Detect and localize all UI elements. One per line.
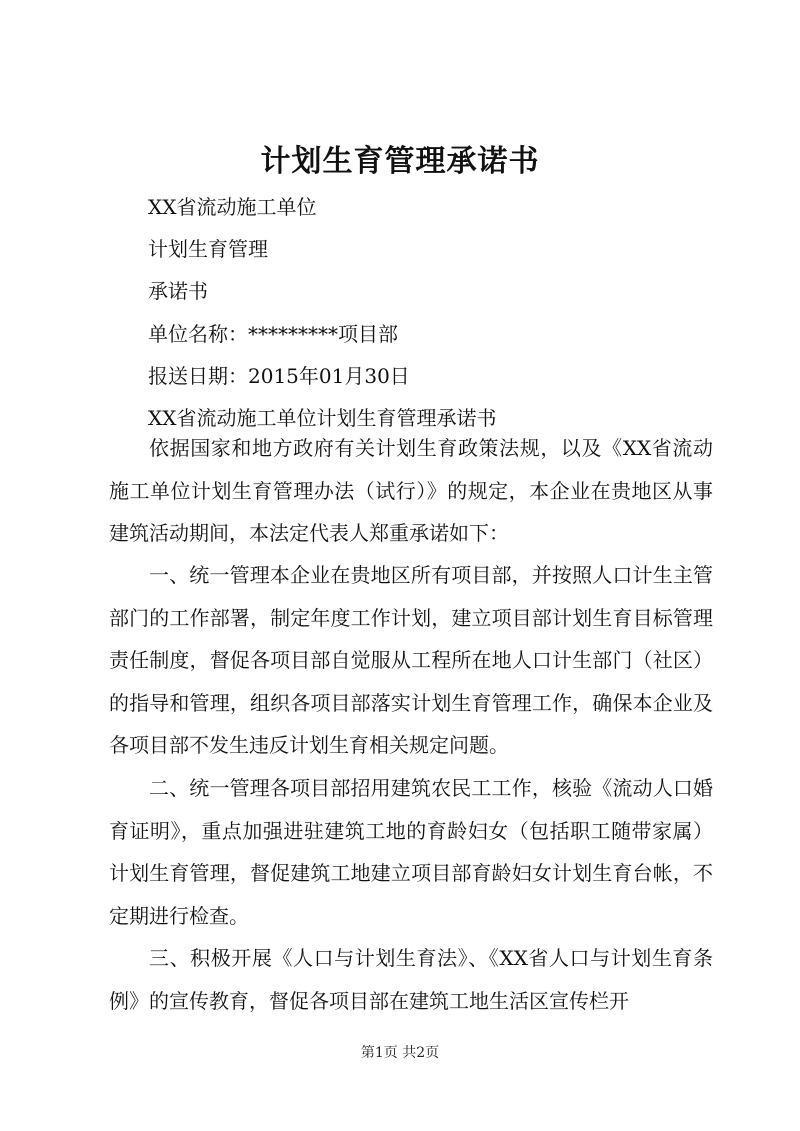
header-line-unit: XX省流动施工单位 xyxy=(148,195,317,219)
page-number-footer: 第1页 共2页 xyxy=(360,1045,440,1061)
header-line-topic: 计划生育管理 xyxy=(148,237,268,261)
header-line-unit-name: 单位名称：*********项目部 xyxy=(148,322,398,346)
paragraph-item-1: 一、统一管理本企业在贵地区所有项目部，并按照人口计生主管部门的工作部署，制定年度工作计划，建立项目部计划生育目标管理责任制度，督促各项目部自觉服从工程所在地人口计生部门（社区）的指导和管理，组织各项目部落实计划生育管理工作，确保本企业及各项目部不发生违反计划生育相关规定问题。 xyxy=(109,563,713,757)
paragraph-item-2: 二、统一管理各项目部招用建筑农民工工作，核验《流动人口婚育证明》，重点加强进驻建筑工地的育龄妇女（包括职工随带家属）计划生育管理，督促建筑工地建立项目部育龄妇女计划生育台帐，不定期进行检查。 xyxy=(109,776,713,928)
paragraph-intro: 依据国家和地方政府有关计划生育政策法规，以及《XX省流动施工单位计划生育管理办法（试行）》的规定，本企业在贵地区从事建筑活动期间，本法定代表人郑重承诺如下： xyxy=(109,436,713,545)
document-title: 计划生育管理承诺书 xyxy=(260,144,540,179)
header-line-submit-date: 报送日期：2015年01月30日 xyxy=(148,364,410,388)
header-line-doc-type: 承诺书 xyxy=(148,279,208,303)
paragraph-item-3: 三、积极开展《人口与计划生育法》、《XX省人口与计划生育条例》的宣传教育，督促各项目部在建筑工地生活区宣传栏开 xyxy=(109,946,713,1013)
header-line-full-title: XX省流动施工单位计划生育管理承诺书 xyxy=(148,406,497,430)
